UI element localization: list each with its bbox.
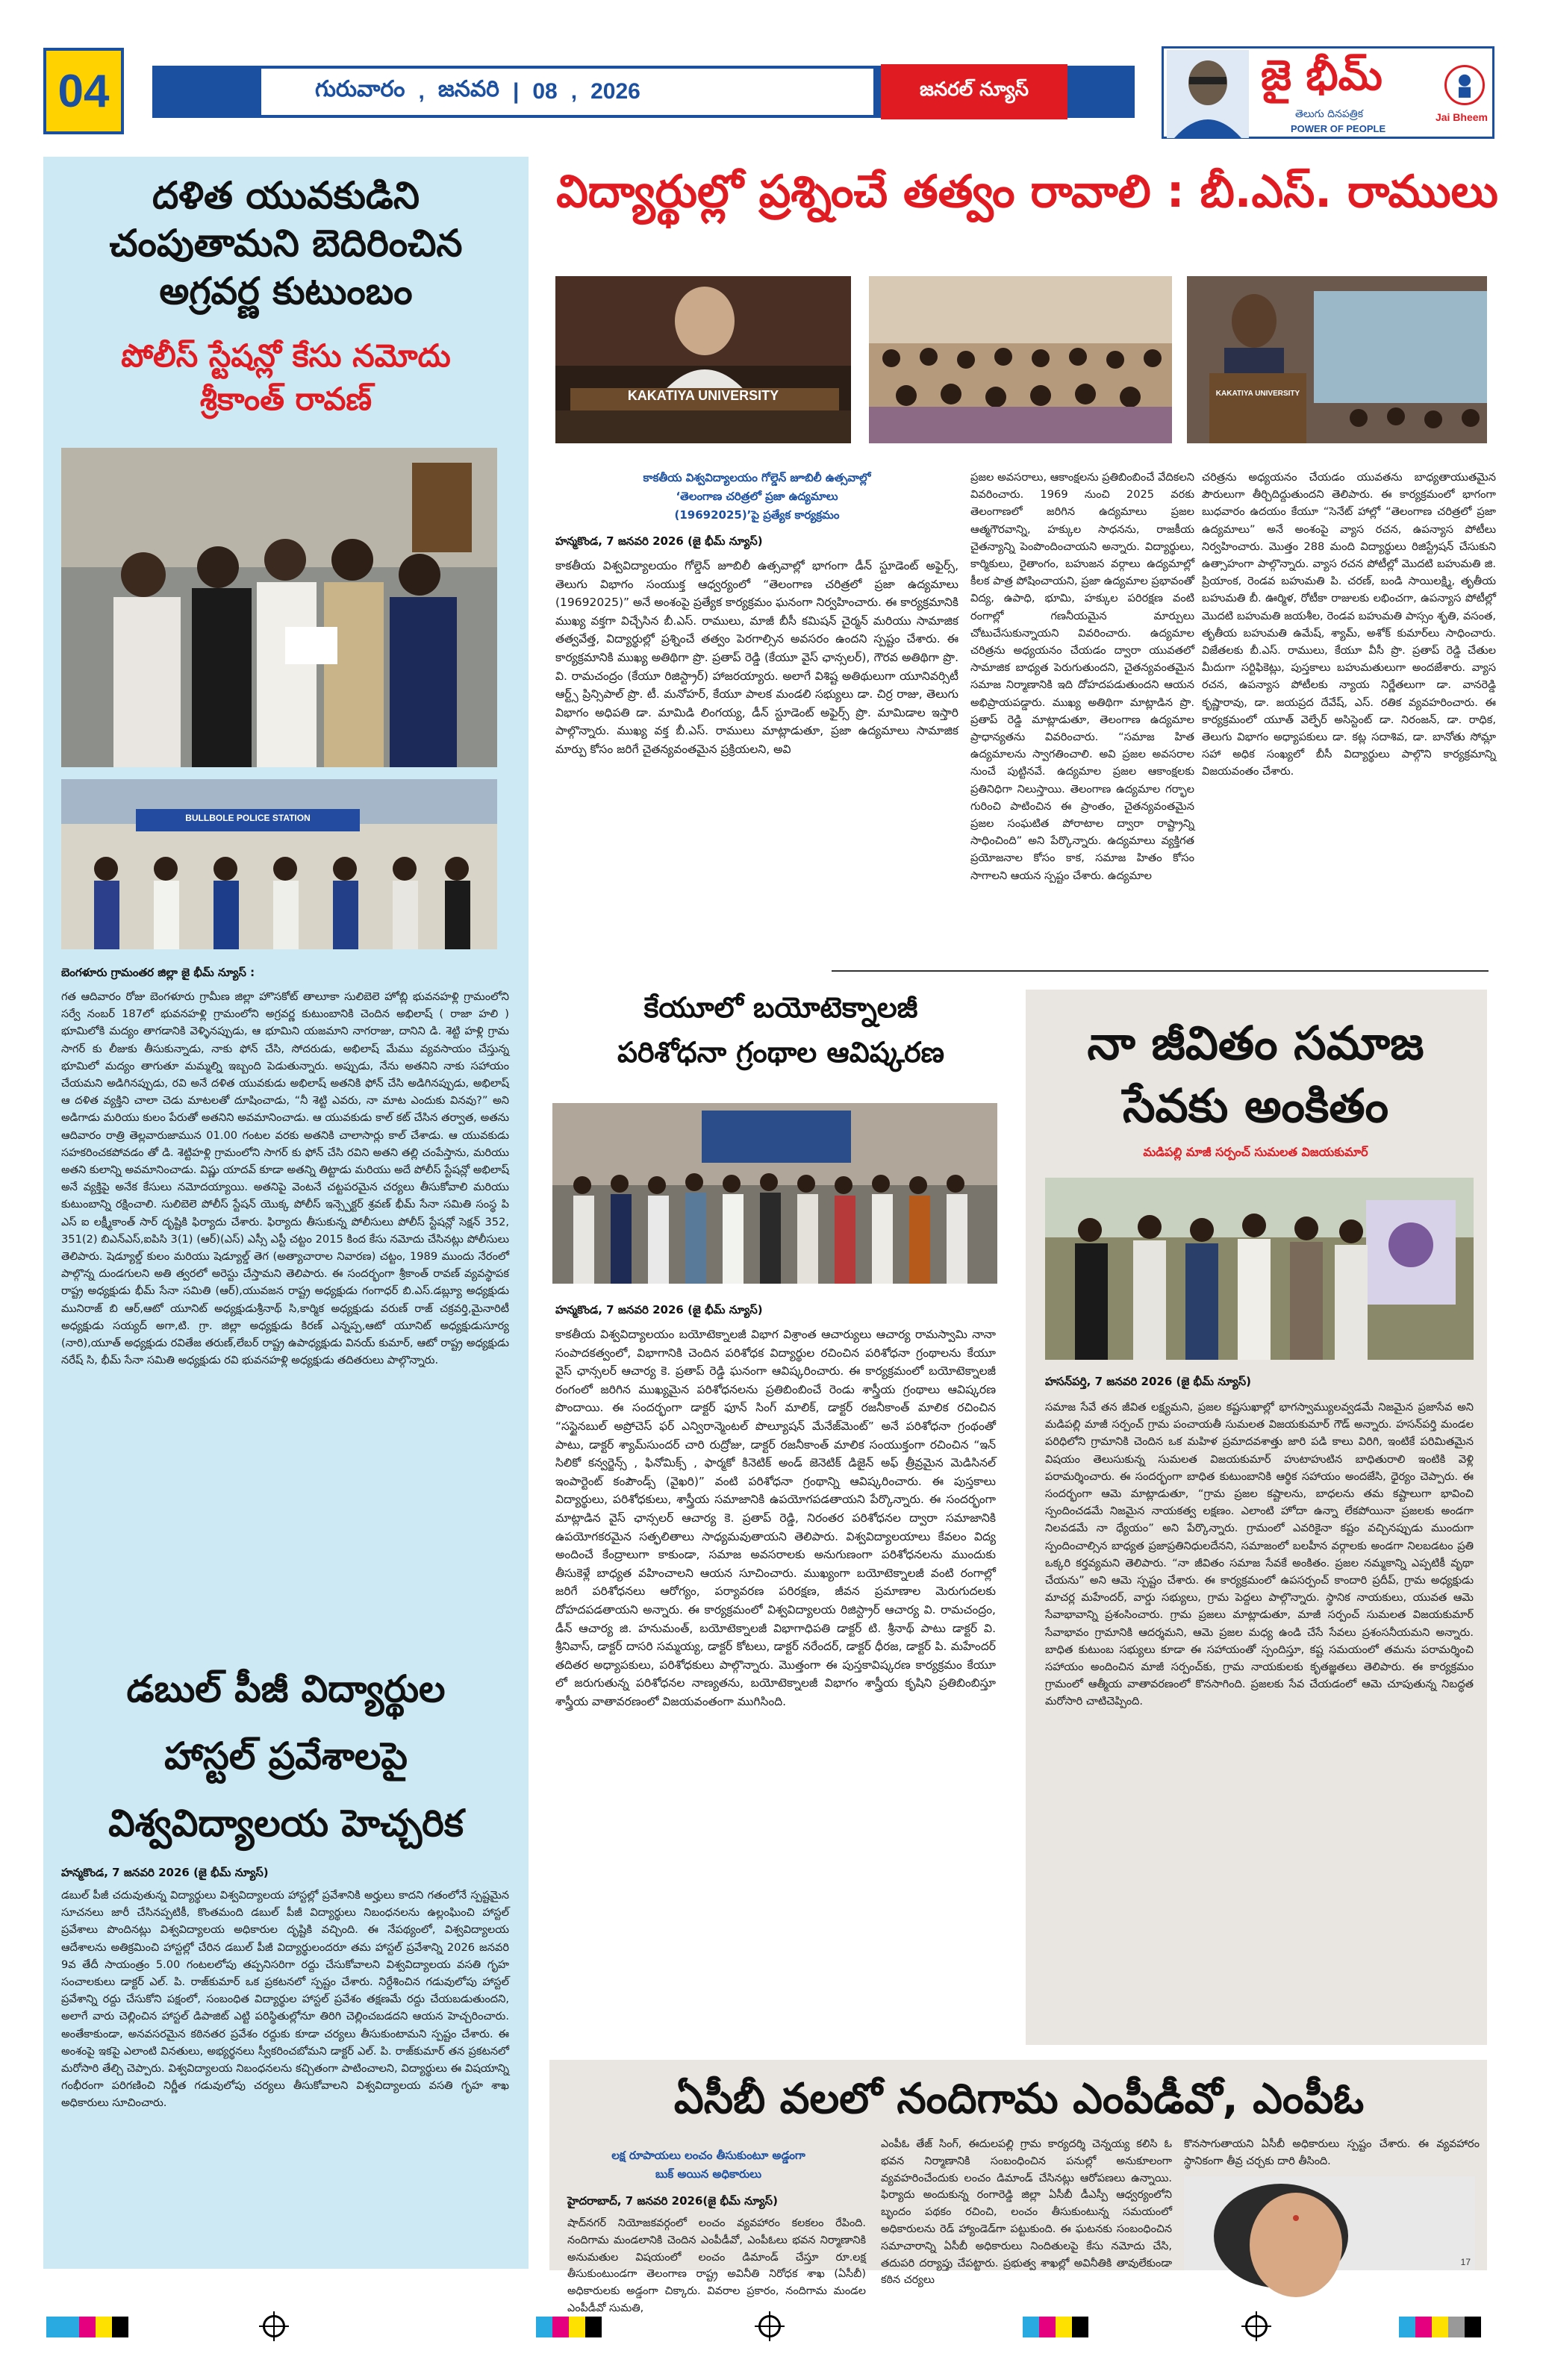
header-month: జనవరి	[437, 76, 499, 101]
speaker-photo	[555, 276, 851, 443]
logo-subtitle: తెలుగు దినపత్రిక	[1295, 108, 1364, 120]
service-story-body: సమాజ సేవే తన జీవిత లక్ష్యమని, ప్రజల కష్టసుఖాల్లో భాగస్వామ్యులవ్వడమే నిజమైన ప్రజాసేవ అని మడిపల్లి మాజీ సర్పంచ్ గ్రామ పంచాయతీ సుమలత విజయకుమార్ గౌడ్ అన్నారు. హసన్‌పర్తి మండల పరిధిలోని గ్రామానికి చెందిన ఒక మహిళ ప్రమాదవశాత్తు జారి పడి కాలు విరిగి, ఇంటికే పరిమితమైన విషయం తెలుసుకున్న సుమలత విజయకుమార్ హుటాహుటిన బాధితురాలి ఇంటికి వెళ్లి పరామర్శించారు. ఈ సందర్భంగా బాధిత కుటుంబానికి ఆర్థిక సహాయం అందజేసి, ధైర్యం చెప్పారు. ఈ సందర్భంగా ఆమె మాట్లాడుతూ, “గ్రామ ప్రజల కష్టాలను, బాధలను తమ కష్టాలుగా భావించి స్పందించడమే నిజమైన నాయకత్వ లక్షణం. ఎలాంటి హోదా ఉన్నా లేకపోయినా ప్రజలకు అండగా నిలవడమే నా ధ్యేయం” అని పేర్కొన్నారు. గ్రామంలో ఎవరికైనా కష్టం వచ్చినప్పుడు ముందుగా స్పందించాల్సిన బాధ్యత ప్రజాప్రతినిధులదేనని, సమాజంలో బలహీన వర్గాలకు అండగా నిలబడటం ప్రతి ఒక్కరి కర్తవ్యమని తెలిపారు. “నా జీవితం సమాజ సేవకే అంకితం. ప్రజల నమ్మకాన్ని ఎప్పటికీ వృథా చేయను” అని ఆమె స్పష్టం చేశారు. ఈ కార్యక్రమంలో ఉపసర్పంచ్ కాందారి ప్రదీప్, గ్రామ అధ్యక్షుడు మాచర్ల మహేందర్, వార్డు సభ్యులు, గ్రామ పెద్దలు పాల్గొన్నారు. స్థానిక నాయకులు, యువత ఆమె సేవాభావాన్ని ప్రశంసించారు. గ్రామ ప్రజలు మాట్లాడుతూ, మాజీ సర్పంచ్ సుమలత విజయకుమార్ సేవాభావం గ్రామానికి ఆదర్శమని, ఆమె ప్రజల మధ్య ఉండి చేసే సేవలు ప్రశంసనీయమని అన్నారు. బాధిత కుటుంబ సభ్యులు కూడా ఈ సహాయంతో స్పందిస్తూ, కష్ట సమయంలో తమను పరామర్శించి సహాయం అందించిన మాజీ సర్పంచ్‌కు, గ్రామ నాయకులకు కృతజ్ఞతలు తెలిపారు. ఈ కార్యక్రమం గ్రామంలో ఆత్మీయ వాతావరణంలో కొనసాగింది. ప్రజలకు సేవ చేయడంలో ఆమె చూపుతున్న నిబద్ధత మరోసారి చాటిచెప్పింది.	[1045, 1401, 1474, 1708]
acb-story-col3: కొనసాగుతాయని ఏసీబీ అధికారులు స్పష్టం చేశారు. ఈ వ్యవహారం స్థానికంగా తీవ్ర చర్చకు దారి తీసింది.	[1184, 2138, 1480, 2167]
divider	[832, 970, 1489, 972]
headline-line: విశ్వవిద్యాలయ హెచ్చరిక	[108, 1802, 464, 1845]
logo-badge-text: Jai Bheem	[1435, 111, 1488, 123]
photo-corner-number: 17	[1460, 2257, 1471, 2267]
headline-line: పరిశోధనా గ్రంథాల ఆవిష్కరణ	[617, 1036, 945, 1069]
caption-line: (19692025)’పై ప్రత్యేక కార్యక్రమం	[674, 508, 840, 522]
acb-story-headline: ఏసీబీ వలలో నందిగామ ఎంపీడీవో, ఎంపీఓ	[673, 2075, 1365, 2123]
header-sep: |	[512, 79, 520, 104]
kicker-line: బుక్ అయిన అధికారులు	[655, 2167, 762, 2181]
caption-line: ‘తెలంగాణ చరిత్రలో ప్రజా ఉద్యమాలు	[676, 490, 838, 503]
color-bar-mid2	[1023, 2317, 1088, 2337]
headline-line: కేయూలో బయోటెక్నాలజీ	[643, 991, 918, 1024]
header-sep: ,	[418, 79, 425, 104]
registration-mark-icon	[758, 2315, 781, 2337]
headline-line: సేవకు అంకితం	[1122, 1078, 1389, 1133]
masthead-logo	[1162, 46, 1494, 139]
service-story-byline: మడిపల్లి మాజీ సర్పంచ్ సుమలత విజయకుమార్	[1143, 1145, 1368, 1159]
headline-line: హాస్టల్ ప్రవేశాలపై	[164, 1734, 408, 1778]
biotech-story-dateline: హన్మకొండ, 7 జనవరి 2026 (జై భీమ్ న్యూస్)	[555, 1303, 763, 1317]
police-station-photo-2	[61, 779, 497, 949]
color-bar-right	[1399, 2317, 1481, 2337]
subhead-line: పోలీస్ స్టేషన్లో కేసు నమోదు	[121, 337, 451, 374]
dalit-story-body: గత ఆదివారం రోజు బెంగళూరు గ్రామీణ జిల్లా హొసకోట్ తాలూకా సులిబెలె హోబ్లి భువనహళ్లి గ్రామంలోని సర్వే నంబర్ 187లో భువనహళ్లి గ్రామంలోని అగ్రవర్ణ కుటుంబానికి చెందిన అభిలాష్ ( రాజా హలి ) భూమిలోకి మద్యం తాగడానికి వెళ్ళినప్పుడు, ఆ భూమిని యజమాని నాగరాజు, దానిని డి. శెట్టి హళ్లి గ్రామ సాగర్ కు లీజుకు తీసుకున్నాడు, నాకు ఫోన్ చేసి, సోదరుడు, అభిలాష్ మేము వ్యవసాయం చేస్తున్న భూమిలో మద్యం తాగుతూ మమ్మల్ని ఇబ్బంది పెడుతున్నారు. అప్పుడు, నేను అతనిని నాకు సహాయం చేయమని అడిగినప్పుడు, రవి అనే దళిత యువకుడు అభిలాష్ అతనికి ఫోన్ చేసి అడిగినప్పుడు, అభిలాష్ ఆ దళిత వ్యక్తిని చాలా చెడు మాటలతో దూషించాడు, “నీ శెట్టి ఎవరు, నా మాట ఎందుకు వినవు?” అని అడిగాడు మరియు కులం పేరుతో అతనిని అవమానించాడు. ఆ యువకుడు కాల్ కట్ చేసిన తర్వాత, అతను ఆదివారం రాత్రి తెల్లవారుజామున 01.00 గంటల వరకు అతనికి చాలాసార్లు కాల్ చేశాడు. ఆ యువకుడు సహకరించకపోవడం తో డి. శెట్టిహళ్లి గ్రామంలోని సాగర్ కు ఫోన్ చేసి రవిని అతని తల్లి చంపేస్తాను, మరియు అతని కులాన్ని అవమానించాడు. విష్ణు యాదవ్ కూడా అతన్ని తిట్టాడు మరియు అదే పోలీస్ స్టేషన్లో అభిలాష్ అనే వ్యక్తిపై అనేక కేసులు నమోదయ్యాయి. అతనిపై వెంటనే చట్టపరమైన చర్యలు తీసుకోవాలి మరియు కుటుంబాన్ని రక్షించాలి. సులిబెలె పోలీస్ స్టేషన్ యొక్క పోలీస్ ఇన్స్పెక్టర్ శ్రవణ్ భీమ్ సేనా సమితి సంస్థ పి ఎస్ ఐ లక్ష్మీకాంత్ సార్ దృష్టికి ఫిర్యాదు చేశారు. ఫిర్యాదు తీసుకున్న పోలీసులు పోలీస్ స్టేషన్లో సెక్షన్ 352, 351(2) బిఎన్ఎస్,ఐపిసి 3(1) (ఆర్)(ఎస్) ఎస్సీ ఎస్టీ చట్టం 2015 కింద కేసు నమోదు చేసినట్లు పోలీసులు తెలిపారు. షెడ్యూల్డ్ కులం మరియు షెడ్యూల్డ్ తెగ (అత్యాచారాల నివారణ) చట్టం, 1989 ముందు నేరంలో పాల్గొన్న దుండగులని అతి త్వరలో అరెస్టు చేస్తామని తెలిపారు. ఈ సందర్భంగా శ్రీకాంత్ రావణ్ వ్యవస్థాపక రాష్ట్ర అధ్యక్షుడు భీమ్ సేనా సమితి (ఆర్),యువజన రాష్ట్ర అధ్యక్షుడు గంగాధర్ బి.ఎస్.డబ్ల్యూ అధ్యక్షుడు మునిరాజ్ బి ఆర్,ఆటో యూనిట్ అధ్యక్షుడుశ్రీనాథ్ సి,కార్మిక అధ్యక్షుడు వరుణ్ రాజ్ చక్రవర్తి,మైనారిటీ అధ్యక్షుడు సయ్యద్ అగా,టి. గ్రా. జిల్లా అధ్యక్షుడు కిరణ్ ఎన్నప్ప,ఆటో యూనిట్ అధ్యక్షుడుసూర్య (నారి),యూత్ అధ్యక్షుడు రవితేజ తరుణ్,లేబర్ రాష్ట్ర ఉపాధ్యక్షుడు వినయ్ కుమార్, ఆటో రాష్ట్ర అధ్యక్షుడు నరేష్ సి, భీమ్ సేనా సమితి అధ్యక్షుడు రవి భువనహళ్లి అధ్యక్షుడు తదితరులు పాల్గొన్నారు.	[61, 990, 509, 1367]
kicker-line: లక్ష రూపాయలు లంచం తీసుకుంటూ అడ్డంగా	[611, 2149, 805, 2162]
registration-mark-icon	[1245, 2315, 1268, 2337]
biotech-story-headline	[549, 985, 1012, 1075]
photo-banner-text: KAKATIYA UNIVERSITY	[627, 388, 779, 403]
village-visit-photo	[1045, 1178, 1474, 1360]
page-number: 04	[57, 65, 110, 117]
top-story-headline: విద్యార్థుల్లో ప్రశ్నించే తత్వం రావాలి : బీ.ఎస్. రాములు	[556, 166, 1498, 218]
color-bar-mid1	[536, 2317, 602, 2337]
top-story-caption	[555, 469, 958, 525]
dalit-story-subhead	[52, 334, 520, 421]
hostel-story-dateline: హన్మకొండ, 7 జనవరి 2026 (జై భీమ్ న్యూస్)	[61, 1866, 269, 1879]
service-story-dateline: హసన్‌పర్తి, 7 జనవరి 2026 (జై భీమ్ న్యూస్)	[1045, 1375, 1251, 1388]
service-story-headline	[1030, 1012, 1481, 1137]
color-bar-left	[46, 2317, 128, 2337]
header-date: 08	[532, 79, 558, 104]
header-date-strip	[261, 66, 873, 118]
acb-story-col2: ఎంపీఓ తేజ్ సింగ్, ఈదులపల్లి గ్రామ కార్యదర్శి చెన్నయ్య కలిసి ఓ భవన నిర్మాణానికి సంబంధించిన పనుల్లో అనుకూలంగా వ్యవహరించేందుకు లంచం డిమాండ్ చేసినట్లు ఆరోపణలు ఉన్నాయి. ఫిర్యాదు అందుకున్న రంగారెడ్డి జిల్లా ఏసీబీ డీఎస్పీ ఆధ్వర్యంలోని బృందం పథకం రచించి, లంచం తీసుకుంటున్న సమయంలో అధికారులను రెడ్ హ్యాండెడ్‌గా పట్టుకుంది. ఈ ఘటనకు సంబంధించిన సమాచారాన్ని ఏసీబీ అధికారులు నిందితులపై కేసు నమోదు చేసి, తదుపరి దర్యాప్తు చేపట్టారు. ప్రభుత్వ శాఖల్లో అవినీతికి తావులేకుండా కఠిన చర్యలు	[881, 2138, 1172, 2287]
top-story-col3: చరిత్రను అధ్యయనం చేయడం యువతను బాధ్యతాయుతమైన పౌరులుగా తీర్చిదిద్దుతుందని తెలిపారు. ఈ కార్యక్రమంలో భాగంగా బుధవారం ఉదయం కేయూ “సెనేట్ హాల్లో “తెలంగాణ చరిత్రలో ప్రజా ఉద్యమాలు” అనే అంశంపై వ్యాస రచన, ఉపన్యాస పోటీలు నిర్వహించారు. మొత్తం 288 మంది విద్యార్థులు రిజిస్ట్రేషన్ చేసుకుని ఉత్సాహంగా పాల్గొన్నారు. వ్యాస రచన పోటీల్లో మొదటి బహుమతి జి. ప్రియాంక, రెండవ బహుమతి పి. చరణ్, బండి సాయిలక్ష్మి, తృతీయ బహుమతి బీ. ఊర్మిళ, రోటీకా రాజులకు లభించగా, ఉపన్యాస పోటీల్లో మొదటి బహుమతి జయశీల, రెండవ బహుమతి పాస్సం శృతి, వసంత, తృతీయ బహుమతి ఉమేష్, శ్యామ్, అశోక్ కుమార్‌లు సాధించారు. విజేతలకు బీ.ఎస్. రాములు, కేయూ వీసీ ప్రొ. ప్రతాప్ రెడ్డి చేతుల మీదుగా సర్టిఫికెట్లు, పుస్తకాలు బహుమతులుగా అందజేశారు. వ్యాస రచన, ఉపన్యాస పోటీలకు న్యాయ నిర్ణేతలుగా డా. వానరెడ్డి కృష్ణారావు, డా. జయప్రద దేవేష్, ఎస్. రతిక వ్యవహరించారు. ఈ కార్యక్రమంలో యూత్ వెల్ఫేర్ అసిస్టెంట్ డా. నిరంజన్, డా. రాధిక, తెలుగు విభాగం అధ్యాపకులు డా. కట్ల సదాశివ, డా. బానోతు సోమ్లా సహా అధిక సంఖ్యలో బీసీ విద్యార్థులు పాల్గొని కార్యక్రమాన్ని విజయవంతం చేశారు.	[1202, 471, 1496, 778]
section-label: జనరల్ న్యూస్	[920, 78, 1029, 101]
section-label-box	[881, 64, 1067, 119]
photo-banner-text-2: KAKATIYA UNIVERSITY	[1215, 390, 1300, 398]
police-station-photo-1	[61, 448, 497, 767]
logo-badge	[1444, 65, 1485, 105]
registration-mark-icon	[263, 2315, 285, 2337]
photo-sign-text: BULLBOLE POLICE STATION	[185, 813, 311, 823]
book-release-photo	[552, 1103, 997, 1284]
header-year: 2026	[590, 79, 640, 104]
dalit-story-headline	[52, 172, 520, 315]
acb-story-col1: షాద్‌నగర్ నియోజకవర్గంలో లంచం వ్యవహారం కలకలం రేపింది. నందిగామ మండలానికి చెందిన ఎంపీడీవో, ఎంపీఓలు భవన నిర్మాణానికి అనుమతుల విషయంలో లంచం డిమాండ్ చేస్తూ రూ.లక్ష తీసుకుంటుండగా తెలంగాణ రాష్ట్ర అవినీతి నిరోధక శాఖ (ఏసీబీ) అధికారులకు అడ్డంగా చిక్కారు. వివరాల ప్రకారం, నందిగామ మండల ఎంపీడీవో సుమతి,	[567, 2217, 866, 2314]
top-story-col1: కాకతీయ విశ్వవిద్యాలయం గోల్డెన్ జూబిలీ ఉత్సవాల్లో భాగంగా డీన్ స్టూడెంట్ అఫైర్స్, తెలుగు విభాగం సంయుక్త ఆధ్వర్యంలో “తెలంగాణ చరిత్రలో ప్రజా ఉద్యమాలు (19692025)” అనే అంశంపై ప్రత్యేక కార్యక్రమం ఘనంగా నిర్వహించారు. ఈ కార్యక్రమానికి ముఖ్య వక్తగా విచ్చేసిన బీ.ఎస్. రాములు, మాజీ బీసీ కమిషన్ చైర్మన్ మరియు సామాజిక తత్వవేత్త, విద్యార్థుల్లో ప్రశ్నించే తత్వం పెరగాల్సిన అవసరం ఉందని స్పష్టం చేశారు. ఈ కార్యక్రమానికి ముఖ్య అతిథిగా ప్రొ. ప్రతాప్ రెడ్డి (కేయూ వైస్ ఛాన్సలర్), గౌరవ అతిథిగా ప్రొ. వి. రామచంద్రం (కేయూ రిజిస్ట్రార్) హాజరయ్యారు. అలాగే విశిష్ట అతిథులుగా యూనివర్సిటీ ఆర్ట్స్ ప్రిన్సిపాల్ ప్రొ. టీ. మనోహర్, కేయూ పాలక మండలి సభ్యులు డా. చిర్ర రాజు, తెలుగు విభాగం అధిపతి డా. మామిడి లింగయ్య, డీన్ స్టూడెంట్ అఫైర్స్ ప్రొ. మామిడాల ఇస్తారి పాల్గొన్నారు. ముఖ్య వక్త బీ.ఎస్. రాములు మాట్లాడుతూ, ప్రజా ఉద్యమాలు సామాజిక మార్పు కోసం జరిగే చైతన్యవంతమైన ప్రక్రియలని, అవి	[555, 559, 958, 756]
dalit-story-dateline: బెంగళూరు గ్రామంతర జిల్లా జై భీమ్ న్యూస్ :	[61, 966, 255, 979]
logo-title: జై భీమ్	[1261, 51, 1383, 100]
ambedkar-portrait-icon	[1167, 50, 1249, 138]
mpdo-portrait-photo	[1184, 2176, 1475, 2270]
biotech-story-body: కాకతీయ విశ్వవిద్యాలయం బయోటెక్నాలజీ విభాగ విశ్రాంత ఆచార్యులు ఆచార్య రామస్వామి నానా సంపాదకత్వంలో, విభాగానికి చెందిన పరిశోధక విద్యార్థుల రచించిన పరిశోధనా గ్రంథాలను కేయూ వైస్ ఛాన్సలర్ ఆచార్య కె. ప్రతాప్ రెడ్డి ఘనంగా ఆవిష్కరించారు. ఈ కార్యక్రమంలో బయోటెక్నాలజీ రంగంలో జరిగిన ముఖ్యమైన పరిశోధనలను ప్రతిబింబించే రెండు శాస్త్రీయ గ్రంథాలు ఆవిష్కరణ పొందాయి. ఈ సందర్భంగా డాక్టర్ ఫూన్ సింగ్ మాలిక్, డాక్టర్ రజనీకాంత్ మాలిక రచించిన “సస్టైనబుల్ అప్రోచెస్ ఫర్ ఎన్విరాన్మెంటల్ పొల్యూషన్ మేనేజ్‌మెంట్” అనే పరిశోధనా గ్రంథంతో పాటు, డాక్టర్ శ్యామ్‌సుందర్ చారి రుద్రోజు, డాక్టర్ రజనీకాంత్ మాలిక సంయుక్తంగా రచించిన “ఇన్ సిలికో కన్వర్జెన్స్ , ఫినోమిక్స్ , ఫార్మకో కినెటిక్ అండ్ జెనెటిక్ డిజైన్ అఫ్ త్రీవ్రమైన మెడిసినల్ ఇంపార్టెంట్ కంపౌండ్స్ (వైఖరి)” వంటి పరిశోధనా గ్రంథాన్ని ఆవిష్కరించారు. ఈ పుస్తకాలు విద్యార్థులు, పరిశోధకులు, శాస్త్రీయ సమాజానికి ఉపయోగపడతాయని పేర్కొన్నారు. ఈ సందర్భంగా మాట్లాడిన వైస్ ఛాన్సలర్ ఆచార్య కె. ప్రతాప్ రెడ్డి, నిరంతర పరిశోధనల ద్వారా సమాజానికి ఉపయోగకరమైన సత్ఫలితాలు సాధ్యమవుతాయని తెలిపారు. విశ్వవిద్యాలయాలు కేవలం విద్య అందించే కేంద్రాలుగా కాకుండా, సమాజ అవసరాలకు అనుగుణంగా పరిశోధనలను ముందుకు తీసుకెళ్లే బాధ్యత వహించాలని ఆయన సూచించారు. ముఖ్యంగా బయోటెక్నాలజీ వంటి రంగాల్లో జరిగే పరిశోధనలు ఆరోగ్యం, పర్యావరణ పరిరక్షణ, జీవన ప్రమాణాల మెరుగుదలకు దోహదపడతాయని అన్నారు. ఈ కార్యక్రమంలో విశ్వవిద్యాలయ రిజిస్ట్రార్ ఆచార్య వి. రామచంద్రం, డీన్ ఆచార్య జి. హనుమంత్, బయోటెక్నాలజీ విభాగాధిపతి డాక్టర్ టి. శ్రీనాథ్ పాటు డాక్టర్ వి. శ్రీనివాస్, డాక్టర్ దాసరి సమ్మయ్య, డాక్టర్ కోటలు, డాక్టర్ నరేందర్, డాక్టర్ ధీరజ, డాక్టర్ పి. మహేందర్ తదితర అధ్యాపకులు, పరిశోధకులు పాల్గొన్నారు. మొత్తంగా ఈ పుస్తకావిష్కరణ కార్యక్రమం కేయూ లో జరుగుతున్న పరిశోధనల నాణ్యతను, బయోటెక్నాలజీ విభాగం శాస్త్రీయ కృషిని ప్రతిబింబిస్తూ శాస్త్రీయ వాతావరణంలో విజయవంతంగా ముగిసింది.	[555, 1328, 996, 1708]
acb-story-kicker	[555, 2146, 861, 2184]
audience-photo	[869, 276, 1172, 443]
top-story-col2: ప్రజల అవసరాలు, ఆకాంక్షలను ప్రతిబింబించే వేదికలని వివరించారు. 1969 నుంచి 2025 వరకు తెలంగాణలో జరిగిన ఉద్యమాలు ప్రజల ఆత్మగౌరవాన్ని, హక్కుల సాధనను, రాజకీయ చైతన్యాన్ని పెంపొందించాయని అన్నారు. విద్యార్థులు, కార్మికులు, రైతాంగం, బహుజన వర్గాలు ఉద్యమాల్లో కీలక పాత్ర పోషించాయని, ప్రజా ఉద్యమాల ప్రభావంతో విద్య, ఉపాధి, భూమి, హక్కుల పరిరక్షణ వంటి రంగాల్లో గణనీయమైన మార్పులు చోటుచేసుకున్నాయని వివరించారు. ఉద్యమాల చరిత్రను అధ్యయనం చేయడం ద్వారా యువతలో సామాజిక బాధ్యత పెరుగుతుందని, చైతన్యవంతమైన సమాజ నిర్మాణానికి ఇది దోహదపడుతుందని ఆయన అభిప్రాయపడ్డారు. ముఖ్య అతిథిగా మాట్లాడిన ప్రొ. ప్రతాప్ రెడ్డి మాట్లాడుతూ, తెలంగాణ ఉద్యమాల ప్రాధాన్యతను వివరించారు. “సమాజ హిత ఉద్యమాలను స్వాగతించాలి. అవి ప్రజల అవసరాల నుంచే పుట్టినవే. ఉద్యమాల ప్రజల ఆకాంక్షలకు ప్రతినిధిగా నిలుస్తాయి. తెలంగాణ ఉద్యమాల గర్భాల గురించి పాటించిన ఈ ప్రాంతం, చైతన్యవంతమైన ప్రజల సంఘటిత పోరాటాల ద్వారా రాష్ట్రాన్ని సాధించింది” అని పేర్కొన్నారు. ఉద్యమాలు వ్యక్తిగత ప్రయోజనాల కోసం కాక, సమాజ హితం కోసం సాగాలని ఆయన స్పష్టం చేశారు. ఉద్యమాల	[970, 471, 1194, 882]
caption-line: కాకతీయ విశ్వవిద్యాలయం గోల్డెన్ జూబిలీ ఉత్సవాల్లో	[643, 471, 871, 484]
hostel-story-headline	[52, 1655, 520, 1857]
headline-line: చంపుతామని బెదిరించిన	[109, 222, 463, 265]
subhead-line: శ్రీకాంత్ రావణ్	[199, 381, 372, 417]
header-sep: ,	[570, 79, 578, 104]
acb-story-dateline: హైదరాబాద్, 7 జనవరి 2026(జై భీమ్ న్యూస్)	[567, 2194, 778, 2208]
header-day: గురువారం	[315, 76, 405, 101]
top-story-dateline: హన్మకొండ, 7 జనవరి 2026 (జై భీమ్ న్యూస్)	[555, 534, 763, 548]
headline-line: అగ్రవర్ణ కుటుంబం	[159, 269, 413, 313]
headline-line: డబుల్ పీజీ విద్యార్థుల	[126, 1667, 446, 1711]
badge-figure-icon	[1447, 67, 1483, 103]
headline-line: నా జీవితం సమాజ	[1087, 1016, 1424, 1070]
logo-tagline: POWER OF PEOPLE	[1291, 123, 1386, 134]
headline-line: దళిత యువకుడిని	[152, 174, 420, 217]
page-number-box	[43, 48, 124, 134]
hostel-story-body: డబుల్ పీజీ చదువుతున్న విద్యార్థులు విశ్వవిద్యాలయ హాస్టల్లో ప్రవేశానికి అర్హులు కాదని గతంలోనే స్పష్టమైన సూచనలు జారీ చేసినప్పటికీ, కొంతమంది డబుల్ పీజీ విద్యార్థులు నిబంధనలను ఉల్లంఘించి హాస్టల్ ప్రవేశాలు పొందినట్లు విశ్వవిద్యాలయ అధికారుల దృష్టికి వచ్చింది. ఈ నేపథ్యంలో, విశ్వవిద్యాలయ ఆదేశాలను అతిక్రమించి హాస్టల్లో చేరిన డబుల్ పీజీ విద్యార్థులందరూ తమ హాస్టల్ ప్రవేశాన్ని 2026 జనవరి 9వ తేదీ సాయంత్రం 5.00 గంటలలోపు తప్పనిసరిగా రద్దు చేసుకోవాలని విశ్వవిద్యాలయ వసతి గృహ సంచాలకులు డాక్టర్ ఎల్. పి. రాజ్‌కుమార్ ఒక ప్రకటనలో స్పష్టం చేశారు. నిర్దేశించిన గడువులోపు హాస్టల్ ప్రవేశాన్ని రద్దు చేసుకోని పక్షంలో, సంబంధిత విద్యార్థుల హాస్టల్ ప్రవేశం తక్షణమే రద్దు చేయబడుతుందని, అలాగే వారు చెల్లించిన హాస్టల్ డిపాజిట్ ఎట్టి పరిస్థితుల్లోనూ తిరిగి చెల్లించబడదని ఆయన హెచ్చరించారు. అంతేకాకుండా, అనవసరమైన కఠినతర ప్రవేశం రద్దుకు కూడా చర్యలు తీసుకుంటామని స్పష్టం చేశారు. ఈ అంశంపై ఇకపై ఎలాంటి వినతులు, అభ్యర్థనలు స్వీకరించబోమని డాక్టర్ ఎల్. పి. రాజ్‌కుమార్ తన ప్రకటనలో మరోసారి తేల్చి చెప్పారు. విశ్వవిద్యాలయ నిబంధనలను కచ్చితంగా పాటించాలని, విద్యార్థులు ఈ విషయాన్ని గంభీరంగా పరిగణించి నిర్ణీత గడువులోపు చర్యలు తీసుకోవాలని విశ్వవిద్యాలయ వసతి గృహ శాఖ అధికారులు సూచించారు.	[61, 1889, 509, 2110]
second-speaker-photo	[1187, 276, 1487, 443]
